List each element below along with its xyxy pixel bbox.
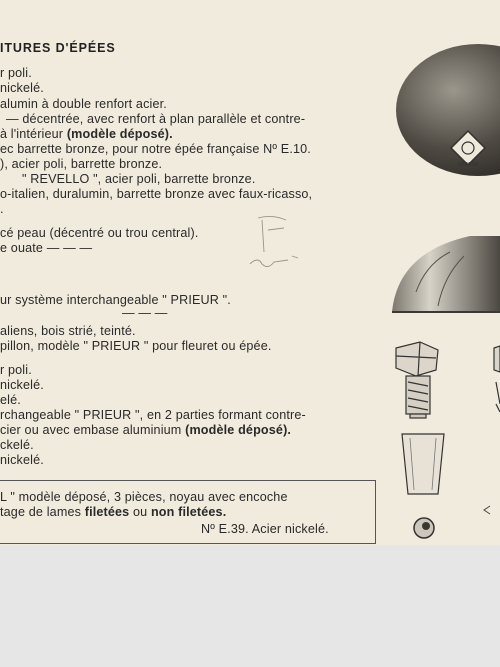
ring-piece xyxy=(414,518,434,538)
text-line: nickelé. xyxy=(0,81,44,95)
text-line: elé. xyxy=(0,393,21,407)
text-line: r poli. xyxy=(0,363,32,377)
text-line: r poli. xyxy=(0,66,32,80)
text-line: à l'intérieur (modèle déposé). xyxy=(0,127,173,141)
text-line: ), acier poli, barrette bronze. xyxy=(0,157,163,171)
text-line: — décentrée, avec renfort à plan parallèle et contre- xyxy=(6,112,306,126)
screw-partial xyxy=(494,346,500,412)
text-line: ec barrette bronze, pour notre épée française Nº E.10. xyxy=(0,142,311,156)
pointer-mark xyxy=(484,506,490,514)
text-line: ckelé. xyxy=(0,438,34,452)
text-line: — — — xyxy=(122,306,168,320)
text-line: o-italien, duralumin, barrette bronze avec faux-ricasso, xyxy=(0,187,313,201)
text-line: " REVELLO ", acier poli, barrette bronze. xyxy=(22,172,256,186)
guard-front-view xyxy=(396,44,500,176)
text-line: ur système interchangeable " PRIEUR ". xyxy=(0,293,231,307)
framed-note-line: tage de lames filetées ou non filetées. xyxy=(0,505,227,519)
text-line: rchangeable " PRIEUR ", en 2 parties formant contre- xyxy=(0,408,306,422)
tapered-sleeve xyxy=(402,434,444,494)
text-line: nickelé. xyxy=(0,378,44,392)
guard-side-view xyxy=(392,236,500,312)
text-line: e ouate — — — xyxy=(0,241,93,255)
depose-stamp: DEPOSE xyxy=(457,162,479,168)
text-line: nickelé. xyxy=(0,453,44,467)
fencing-parts-illustrations xyxy=(380,40,500,545)
text-line: alumin à double renfort acier. xyxy=(0,97,167,111)
nut-and-screw xyxy=(396,342,438,418)
text-line: cier ou avec embase aluminium (modèle déposé). xyxy=(0,423,292,437)
text-line: aliens, bois strié, teinté. xyxy=(0,324,136,338)
text-line: pillon, modèle " PRIEUR " pour fleuret ou épée. xyxy=(0,339,272,353)
text-line: cé peau (décentré ou trou central). xyxy=(0,226,199,240)
text-line: . xyxy=(0,202,4,216)
framed-note-line: L " modèle déposé, 3 pièces, noyau avec encoche xyxy=(0,490,288,504)
framed-note-reference: Nº E.39. Acier nickelé. xyxy=(201,522,329,536)
section-heading: ITURES D'ÉPÉES xyxy=(0,41,116,55)
handwritten-signature xyxy=(228,212,308,272)
